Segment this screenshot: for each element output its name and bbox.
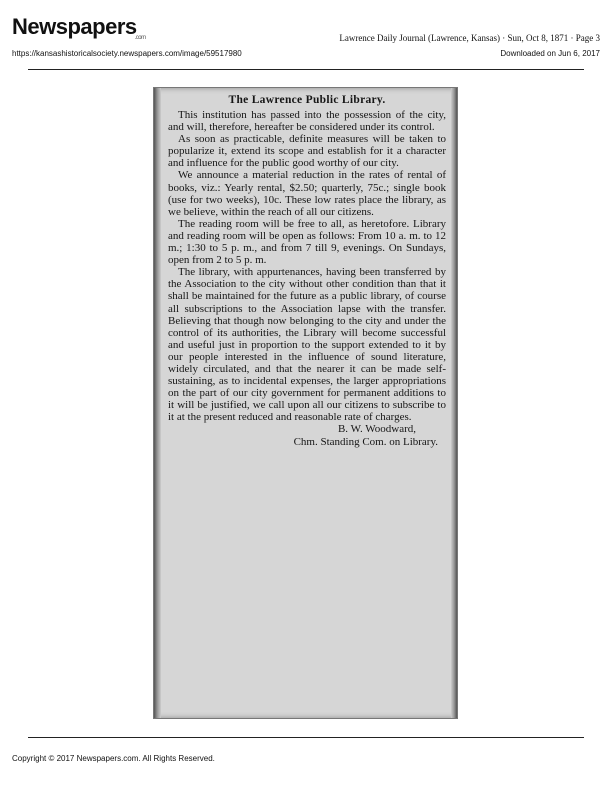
copyright-notice: Copyright © 2017 Newspapers.com. All Rights Reserved. [12,754,215,763]
logo-suffix: .com [134,35,146,41]
logo-wordmark: Newspapers [12,14,137,39]
article-headline: The Lawrence Public Library. [228,94,386,106]
article-paragraph: This institution has passed into the possession of the city, and will, therefore, hereafter be considered under its control. [168,109,446,134]
article-paragraph: The library, with appurtenances, having been transferred by the Association to the city without other condition than that it shall be maintained for the future as a public library, of course all subscriptions to the Association lapse with the transfer. Believing that though now belonging to the city and under the control of its authorities, the Library will become successful and useful just in proportion to the support extended to it by our people interested in the influence of sound literature, widely circulated, and that the nearer it can be made self-sustaining, as to incidental expenses, the larger appropriations on the part of our city government for permanent additions to it will be justified, we call upon all our citizens to subscribe to it at the present reduced and reasonable rate of charges. [168,266,446,424]
clipping-left-edge [154,88,161,718]
download-date: Downloaded on Jun 6, 2017 [500,49,600,58]
article-paragraph: The reading room will be free to all, as heretofore. Library and reading room will be open as follows: From 10 a. m. to 12 m.; 1:30 to 5 p. m., and from 7 till 9, evenings. On Sundays, open from 2 to 5 p. m. [168,217,446,267]
signature-title: Chm. Standing Com. on Library. [293,435,438,448]
newspaper-clipping [153,87,458,719]
footer-divider [28,737,584,738]
article-paragraph: We announce a material reduction in the rates of rental of books, viz.: Yearly rental, $2.50; quarterly, 75c.; single book (use for two weeks), 10c. These low rates place the library, as we believe, within the reach of all our citizens. [168,169,446,218]
header-divider [28,69,584,70]
clipping-right-edge [451,88,457,718]
page-url[interactable]: https://kansashistoricalsociety.newspapers.com/image/59517980 [12,49,242,58]
signature-name: B. W. Woodward, [337,423,416,436]
publication-info: Lawrence Daily Journal (Lawrence, Kansas) · Sun, Oct 8, 1871 · Page 3 [339,33,600,43]
article-paragraph: As soon as practicable, definite measures will be taken to popularize it, extend its scope and establish for it a character and influence for the public good worthy of our city. [168,133,446,170]
newspapers-logo[interactable] [12,14,146,41]
article [168,94,446,448]
